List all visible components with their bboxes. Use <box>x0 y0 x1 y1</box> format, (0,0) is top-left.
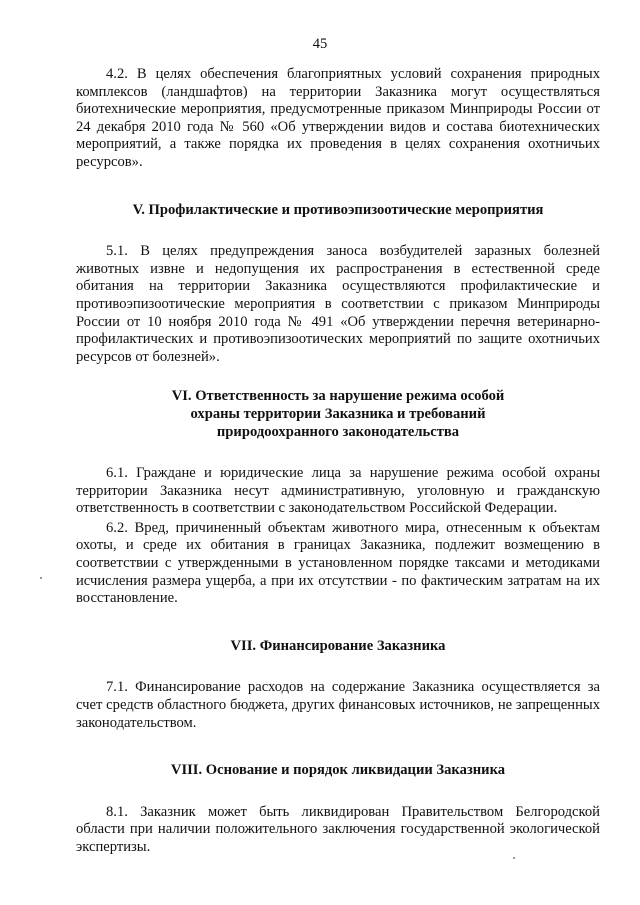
section-heading-vii: VII. Финансирование Заказника <box>230 637 446 654</box>
paragraph-6-2: 6.2. Вред, причиненный объектам животного мира, отнесенным к объектам охоты, и среде их обитания в границах Заказника, подлежит возмещению в соответствии с утвержденными в установленном порядке таксами и методиками исчисления размера ущерба, а при их отсутствии - по фактическим затратам на их восстановление. <box>76 519 600 607</box>
section-heading-viii: VIII. Основание и порядок ликвидации Заказника <box>170 762 506 779</box>
paragraph-4-2: 4.2. В целях обеспечения благоприятных условий сохранения природных комплексов (ландшафтов) на территории Заказника могут осуществляться биотехнические мероприятия, предусмотренные приказом Минприроды России от 24 декабря 2010 года № 560 «Об утверждении видов и состава биотехнических мероприятий, а также порядка их проведения в целях сохранения охотничьих ресурсов». <box>76 66 600 170</box>
paragraph-5-1: 5.1. В целях предупреждения заноса возбудителей заразных болезней животных извне и недопущения их распространения в естественной среде обитания на территории Заказника осуществляются профилактические и противоэпизоотические мероприятия в соответствии с приказом Минприроды России от 10 ноября 2010 года № 491 «Об утверждении перечня ветеринарно-профилактических и противоэпизоотических мероприятий по защите охотничьих ресурсов от болезней». <box>76 243 600 365</box>
page-number: 45 <box>312 36 328 52</box>
section-heading-vi: VI. Ответственность за нарушение режима особой охраны территории Заказника и требований природоохранного законодательства <box>171 388 505 440</box>
section-heading-v: V. Профилактические и противоэпизоотические мероприятия <box>132 201 544 218</box>
document-body <box>76 66 600 857</box>
paragraph-8-1: 8.1. Заказник может быть ликвидирован Правительством Белгородской области при наличии положительного заключения государственной экологической экспертизы. <box>76 803 600 855</box>
scan-speck <box>40 577 42 579</box>
scan-speck <box>513 857 515 859</box>
paragraph-7-1: 7.1. Финансирование расходов на содержание Заказника осуществляется за счет средств областного бюджета, других финансовых источников, не запрещенных законодательством. <box>76 679 600 731</box>
paragraph-6-1: 6.1. Граждане и юридические лица за нарушение режима особой охраны территории Заказника несут административную, уголовную и гражданскую ответственность в соответствии с законодательством Российской Федерации. <box>76 465 600 517</box>
